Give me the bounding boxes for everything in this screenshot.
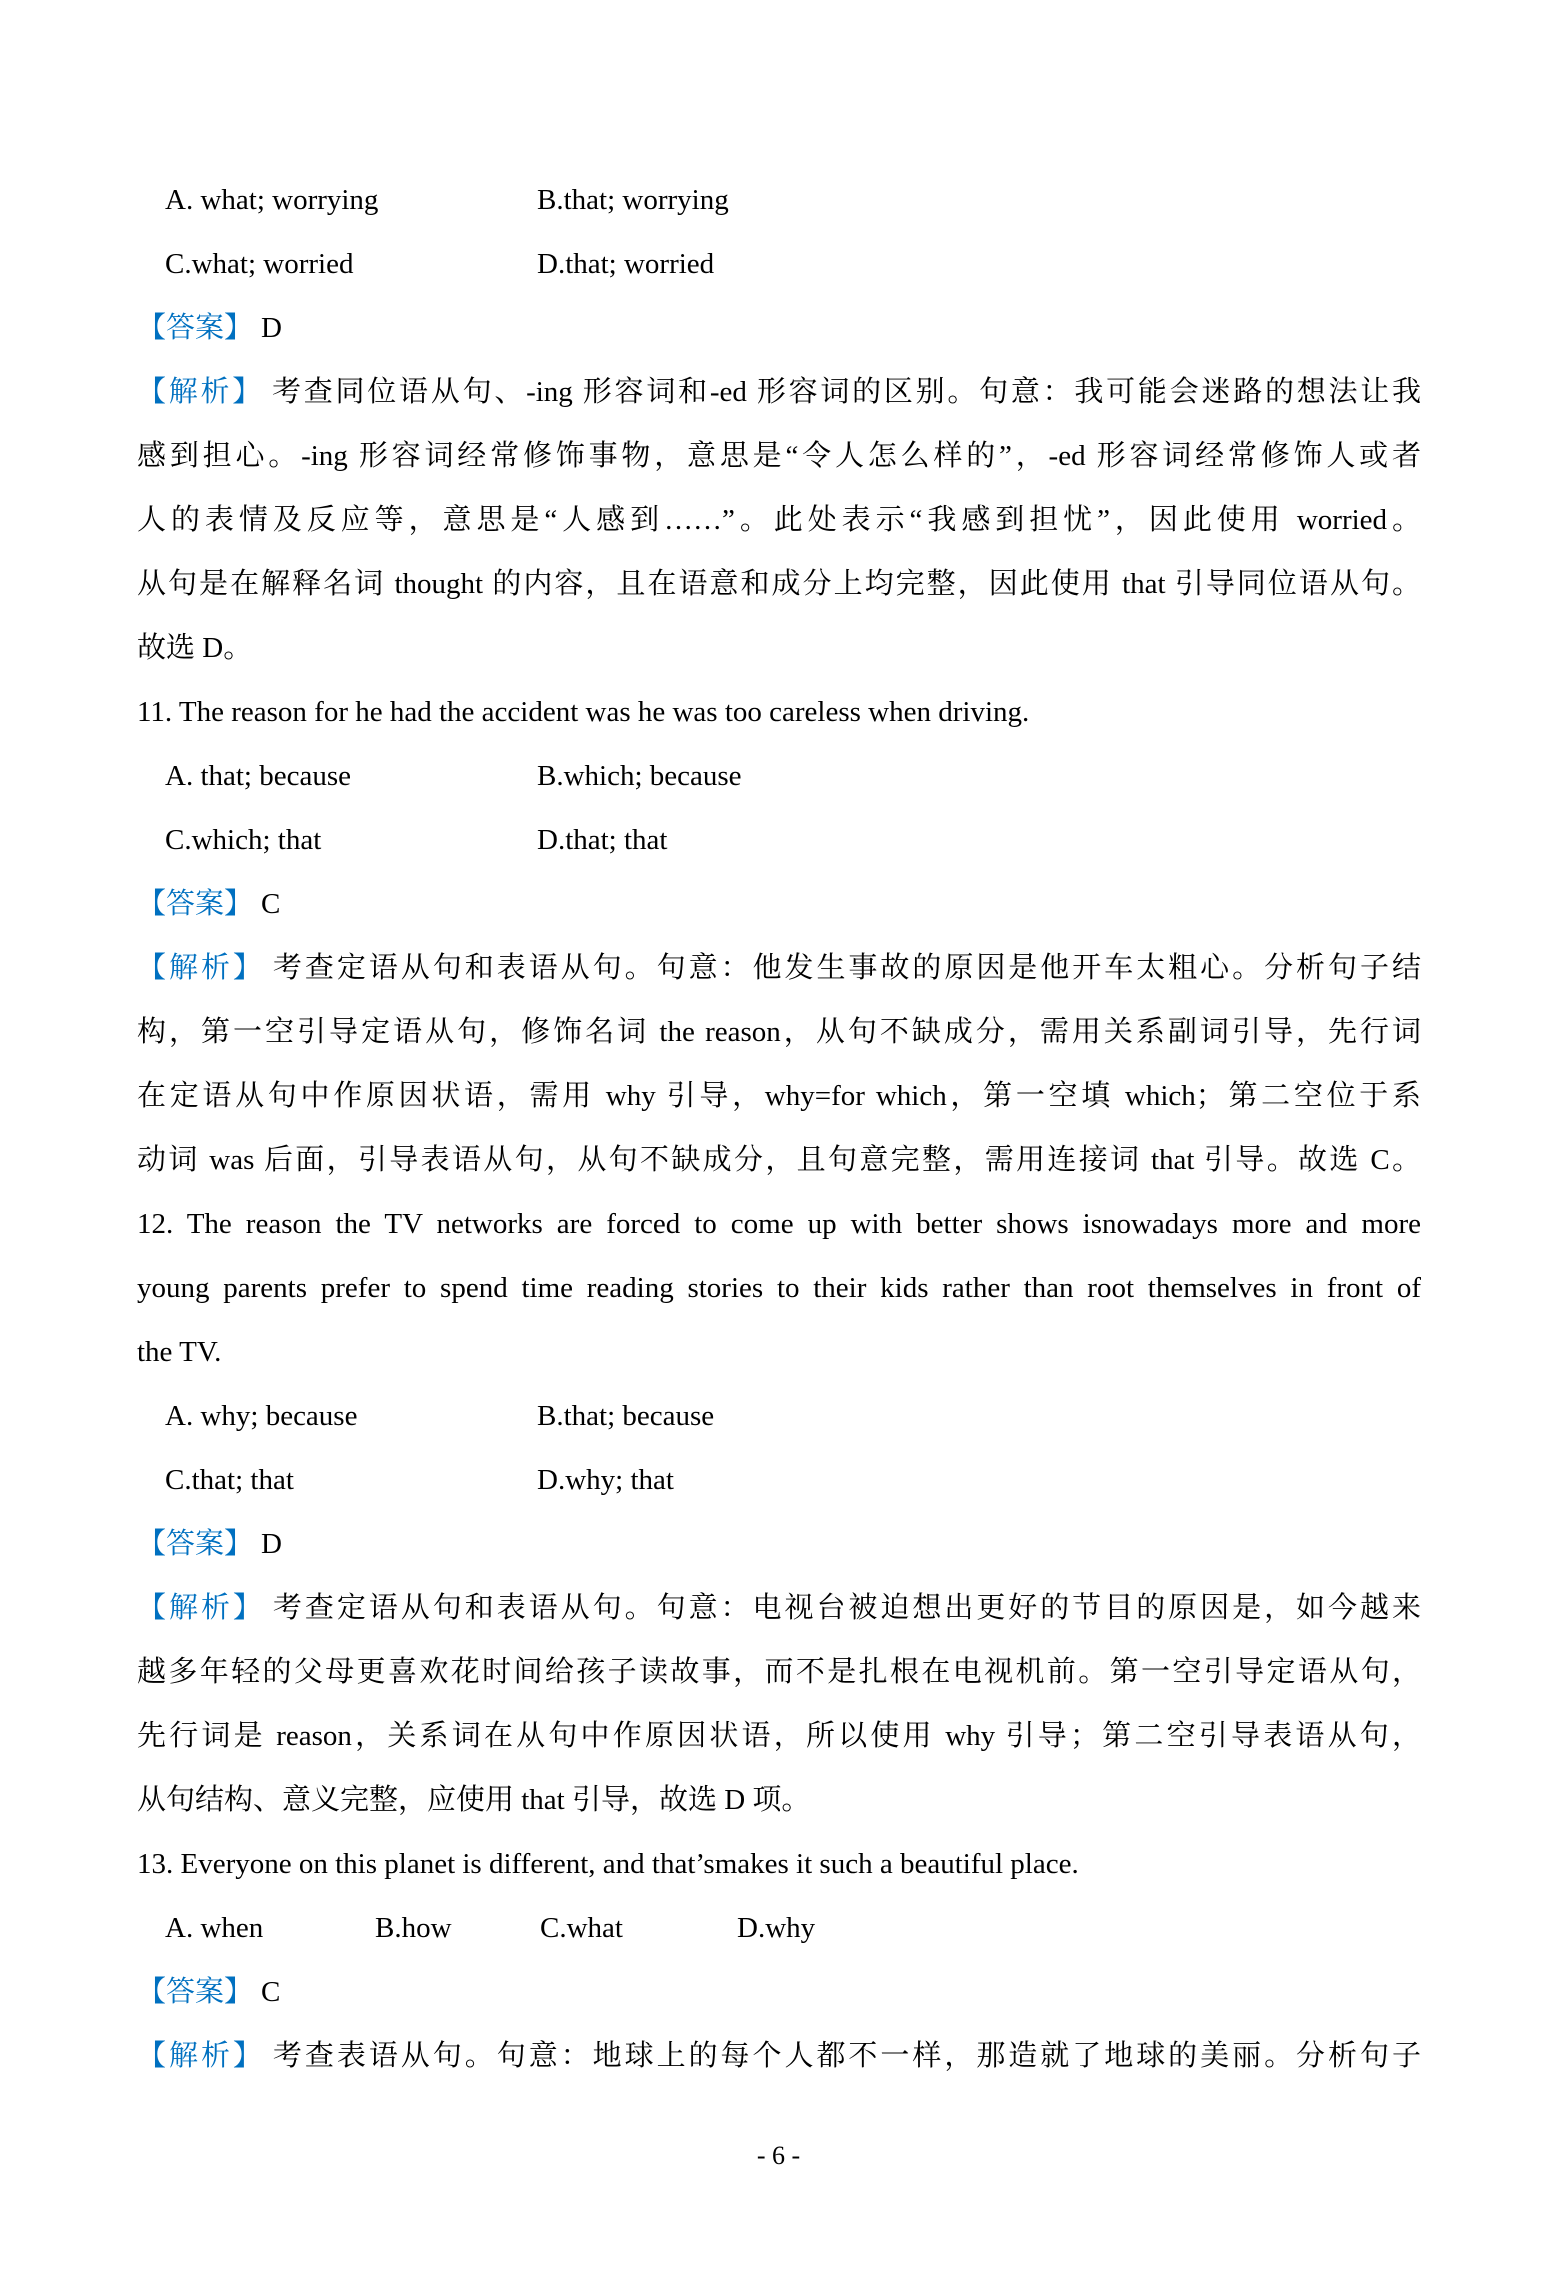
options-row (137, 1384, 1421, 1448)
analysis-text: 考查定语从句和表语从句。句意：电视台被迫想出更好的节目的原因是，如今越来 (272, 1592, 1421, 1624)
text-line: 人的表情及反应等，意思是“人感到……”。此处表示“我感到担忧”，因此使用 worried。 (137, 504, 1421, 536)
text-line: 感到担心。-ing 形容词经常修饰事物，意思是“令人怎么样的”，-ed 形容词经常修饰人或者 (137, 440, 1421, 472)
analysis-first-line (137, 360, 1421, 424)
answer-label: 【答案】 (137, 312, 254, 344)
option-item: C.that; that (165, 1464, 294, 1496)
option-item: C.what (540, 1912, 623, 1944)
document-body (137, 168, 1421, 2088)
options-row (137, 808, 1421, 872)
text-line: 故选 D。 (137, 632, 253, 664)
option-item: A. that; because (165, 760, 352, 792)
text-line: young parents prefer to spend time reading stories to their kids rather than root themselves in front of (137, 1272, 1421, 1304)
text-line: 从句是在解释名词 thought 的内容，且在语意和成分上均完整，因此使用 that 引导同位语从句。 (137, 568, 1421, 600)
option-item: C.what; worried (165, 248, 354, 280)
options-row (137, 1448, 1421, 1512)
analysis-first-line (137, 1576, 1421, 1640)
analysis-first-line (137, 936, 1421, 1000)
option-item: A. why; because (165, 1400, 358, 1432)
answer-value: C (261, 1976, 281, 2008)
option-item: C.which; that (165, 824, 322, 856)
option-item: B.how (375, 1912, 452, 1944)
answer-row (137, 1512, 1421, 1576)
analysis-text: 考查定语从句和表语从句。句意：他发生事故的原因是他开车太粗心。分析句子结 (272, 952, 1421, 984)
analysis-label: 【解析】 (137, 376, 265, 408)
analysis-label: 【解析】 (137, 2040, 265, 2072)
analysis-label: 【解析】 (137, 952, 265, 984)
text-line: the TV. (137, 1336, 222, 1368)
options-row (137, 1896, 1421, 1960)
answer-label: 【答案】 (137, 1528, 254, 1560)
option-item: B.which; because (537, 760, 742, 792)
question-text: 12. The reason the TV networks are forced to come up with better shows isnowadays more and more (137, 1208, 1421, 1240)
options-row (137, 744, 1421, 808)
option-item: A. when (165, 1912, 264, 1944)
question-text: 11. The reason for he had the accident was he was too careless when driving. (137, 696, 1030, 728)
analysis-text: 考查表语从句。句意：地球上的每个人都不一样，那造就了地球的美丽。分析句子 (272, 2040, 1421, 2072)
answer-row (137, 1960, 1421, 2024)
page-number: - 6 - (756, 2141, 801, 2170)
analysis-first-line (137, 2024, 1421, 2088)
option-item: B.that; because (537, 1400, 715, 1432)
answer-value: D (261, 1528, 282, 1560)
option-item: D.that; that (537, 824, 668, 856)
answer-row (137, 872, 1421, 936)
answer-value: D (261, 312, 282, 344)
text-line: 越多年轻的父母更喜欢花时间给孩子读故事，而不是扎根在电视机前。第一空引导定语从句， (137, 1656, 1421, 1688)
answer-label: 【答案】 (137, 1976, 254, 2008)
option-item: D.why; that (537, 1464, 674, 1496)
question-text: 13. Everyone on this planet is different, and that’smakes it such a beautiful place. (137, 1848, 1079, 1880)
text-line: 在定语从句中作原因状语，需用 why 引导，why=for which，第一空填 which；第二空位于系 (137, 1080, 1421, 1112)
option-item: D.why (737, 1912, 816, 1944)
option-item: B.that; worrying (537, 184, 729, 216)
options-row (137, 168, 1421, 232)
text-line: 动词 was 后面，引导表语从句，从句不缺成分，且句意完整，需用连接词 that 引导。故选 C。 (137, 1144, 1421, 1176)
analysis-text: 考查同位语从句、-ing 形容词和-ed 形容词的区别。句意：我可能会迷路的想法让我 (272, 376, 1421, 408)
answer-row (137, 296, 1421, 360)
text-line: 从句结构、意义完整，应使用 that 引导，故选 D 项。 (137, 1784, 811, 1816)
answer-value: C (261, 888, 281, 920)
option-item: A. what; worrying (165, 184, 379, 216)
answer-label: 【答案】 (137, 888, 254, 920)
analysis-label: 【解析】 (137, 1592, 265, 1624)
text-line: 先行词是 reason，关系词在从句中作原因状语，所以使用 why 引导；第二空引导表语从句， (137, 1720, 1421, 1752)
text-line: 构，第一空引导定语从句，修饰名词 the reason，从句不缺成分，需用关系副词引导，先行词 (137, 1016, 1421, 1048)
option-item: D.that; worried (537, 248, 715, 280)
options-row (137, 232, 1421, 296)
